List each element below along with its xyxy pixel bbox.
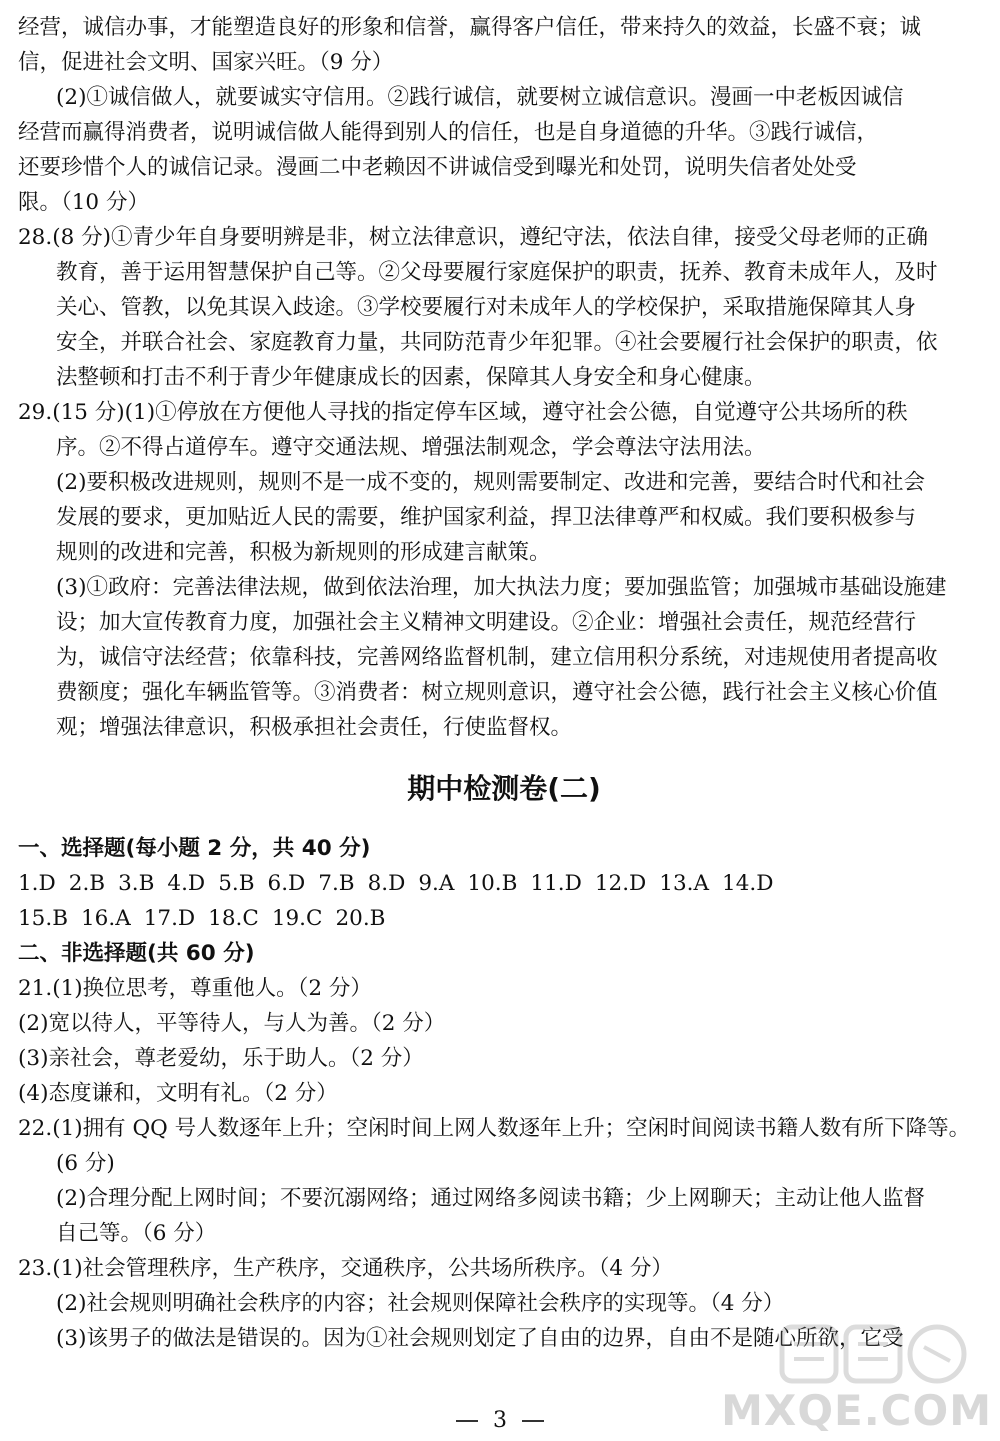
answer-item: 12.D — [594, 871, 647, 896]
answer-item: 15.B — [18, 906, 68, 931]
part2-heading: 二、非选择题(共 60 分) — [18, 941, 255, 966]
watermark-text: MXQE.COM — [721, 1386, 992, 1435]
answer-item: 19.C — [271, 906, 323, 931]
answer-item: 6.D — [267, 871, 306, 896]
answer-item: 11.D — [530, 871, 582, 896]
text-line: 经营而赢得消费者，说明诚信做人能得到别人的信任，也是自身道德的升华。③践行诚信， — [18, 120, 879, 145]
text-line: (3)①政府：完善法律法规，做到依法治理，加大执法力度；要加强监管；加强城市基础设施建 — [56, 575, 947, 600]
text-line: (2)要积极改进规则，规则不是一成不变的，规则需要制定、改进和完善，要结合时代和社会 — [56, 470, 925, 495]
text-line: (2)合理分配上网时间；不要沉溺网络；通过网络多阅读书籍；少上网聊天；主动让他人监督 — [56, 1186, 925, 1211]
text-line: (3)亲社会，尊老爱幼，乐于助人。（2 分） — [18, 1046, 424, 1071]
text-line: 法整顿和打击不利于青少年健康成长的因素，保障其人身安全和身心健康。 — [56, 365, 766, 390]
text-line: 经营，诚信办事，才能塑造良好的形象和信誉，赢得客户信任，带来持久的效益，长盛不衰；诚 — [18, 15, 922, 40]
watermark-logo-icon — [772, 1319, 972, 1389]
page-number: 3 — [493, 1408, 507, 1433]
page-content — [18, 10, 990, 1356]
text-line: 信，促进社会文明、国家兴旺。（9 分） — [18, 50, 394, 75]
answer-item: 16.A — [81, 906, 131, 931]
text-line: 规则的改进和完善，积极为新规则的形成建言献策。 — [56, 540, 551, 565]
text-line: 费额度；强化车辆监管等。③消费者：树立规则意识，遵守社会公德，践行社会主义核心价值 — [56, 680, 938, 705]
question-21-line: 21.(1)换位思考，尊重他人。（2 分） — [18, 976, 372, 1001]
question-22-line: 22.(1)拥有 QQ 号人数逐年上升；空闲时间上网人数逐年上升；空闲时间阅读书籍人数有所下降等。 — [18, 1116, 971, 1141]
section-title-block — [18, 745, 990, 831]
watermark — [721, 1305, 992, 1435]
text-line: 发展的要求，更加贴近人民的需要，维护国家利益，捍卫法律尊严和权威。我们要积极参与 — [56, 505, 917, 530]
answers-row-1 — [18, 866, 990, 901]
answer-item: 2.B — [68, 871, 106, 896]
answer-item: 4.D — [167, 871, 206, 896]
section-title: 期中检测卷(二) — [407, 772, 601, 805]
footer-dash-right — [522, 1420, 544, 1422]
answer-item: 8.D — [367, 871, 406, 896]
text-line: 还要珍惜个人的诚信记录。漫画二中老赖因不讲诚信受到曝光和处罚，说明失信者处处受 — [18, 155, 857, 180]
answer-item: 9.A — [418, 871, 455, 896]
answer-item: 13.A — [659, 871, 710, 896]
text-line: 观；增强法律意识，积极承担社会责任，行使监督权。 — [56, 715, 573, 740]
answer-item: 18.C — [208, 906, 259, 931]
text-line: (3)该男子的做法是错误的。因为①社会规则划定了自由的边界，自由不是随心所欲，它受 — [56, 1326, 904, 1351]
answers-row-2 — [18, 901, 990, 936]
answer-item: 5.B — [218, 871, 255, 896]
question-29-line: 29.(15 分)(1)①停放在方便他人寻找的指定停车区域，遵守社会公德，自觉遵守公共场所的秩 — [18, 400, 908, 425]
text-line: 教育，善于运用智慧保护自己等。②父母要履行家庭保护的职责，抚养、教育未成年人，及时 — [56, 260, 938, 285]
answer-item: 1.D — [18, 871, 56, 896]
text-line: 设；加大宣传教育力度，加强社会主义精神文明建设。②企业：增强社会责任，规范经营行 — [56, 610, 917, 635]
answer-item: 20.B — [335, 906, 386, 931]
text-line: 关心、管教，以免其误入歧途。③学校要履行对未成年人的学校保护，采取措施保障其人身 — [56, 295, 917, 320]
text-line: (6 分) — [56, 1151, 115, 1176]
question-23-line: 23.(1)社会管理秩序，生产秩序，交通秩序，公共场所秩序。（4 分） — [18, 1256, 673, 1281]
text-line: (2)①诚信做人，就要诚实守信用。②践行诚信，就要树立诚信意识。漫画一中老板因诚信 — [56, 85, 904, 110]
text-line: 自己等。（6 分） — [56, 1221, 217, 1246]
text-line: 限。（10 分） — [18, 190, 149, 215]
part1-heading: 一、选择题(每小题 2 分，共 40 分) — [18, 836, 371, 861]
text-line: 安全，并联合社会、家庭教育力量，共同防范青少年犯罪。④社会要履行社会保护的职责，依 — [56, 330, 938, 355]
answer-item: 3.B — [118, 871, 155, 896]
text-line: (2)社会规则明确社会秩序的内容；社会规则保障社会秩序的实现等。（4 分） — [56, 1291, 785, 1316]
answer-item: 14.D — [722, 871, 774, 896]
text-line: 为，诚信守法经营；依靠科技，完善网络监督机制，建立信用积分系统，对违规使用者提高收 — [56, 645, 938, 670]
answer-item: 10.B — [467, 871, 518, 896]
answer-item: 17.D — [143, 906, 196, 931]
text-line: (2)宽以待人，平等待人，与人为善。（2 分） — [18, 1011, 446, 1036]
text-line: (4)态度谦和，文明有礼。（2 分） — [18, 1081, 338, 1106]
answer-item: 7.B — [318, 871, 355, 896]
question-28-line: 28.(8 分)①青少年自身要明辨是非，树立法律意识，遵纪守法，依法自律，接受父母老师的正确 — [18, 225, 928, 250]
text-line: 序。②不得占道停车。遵守交通法规、增强法制观念，学会尊法守法用法。 — [56, 435, 766, 460]
footer-dash-left — [456, 1420, 478, 1422]
